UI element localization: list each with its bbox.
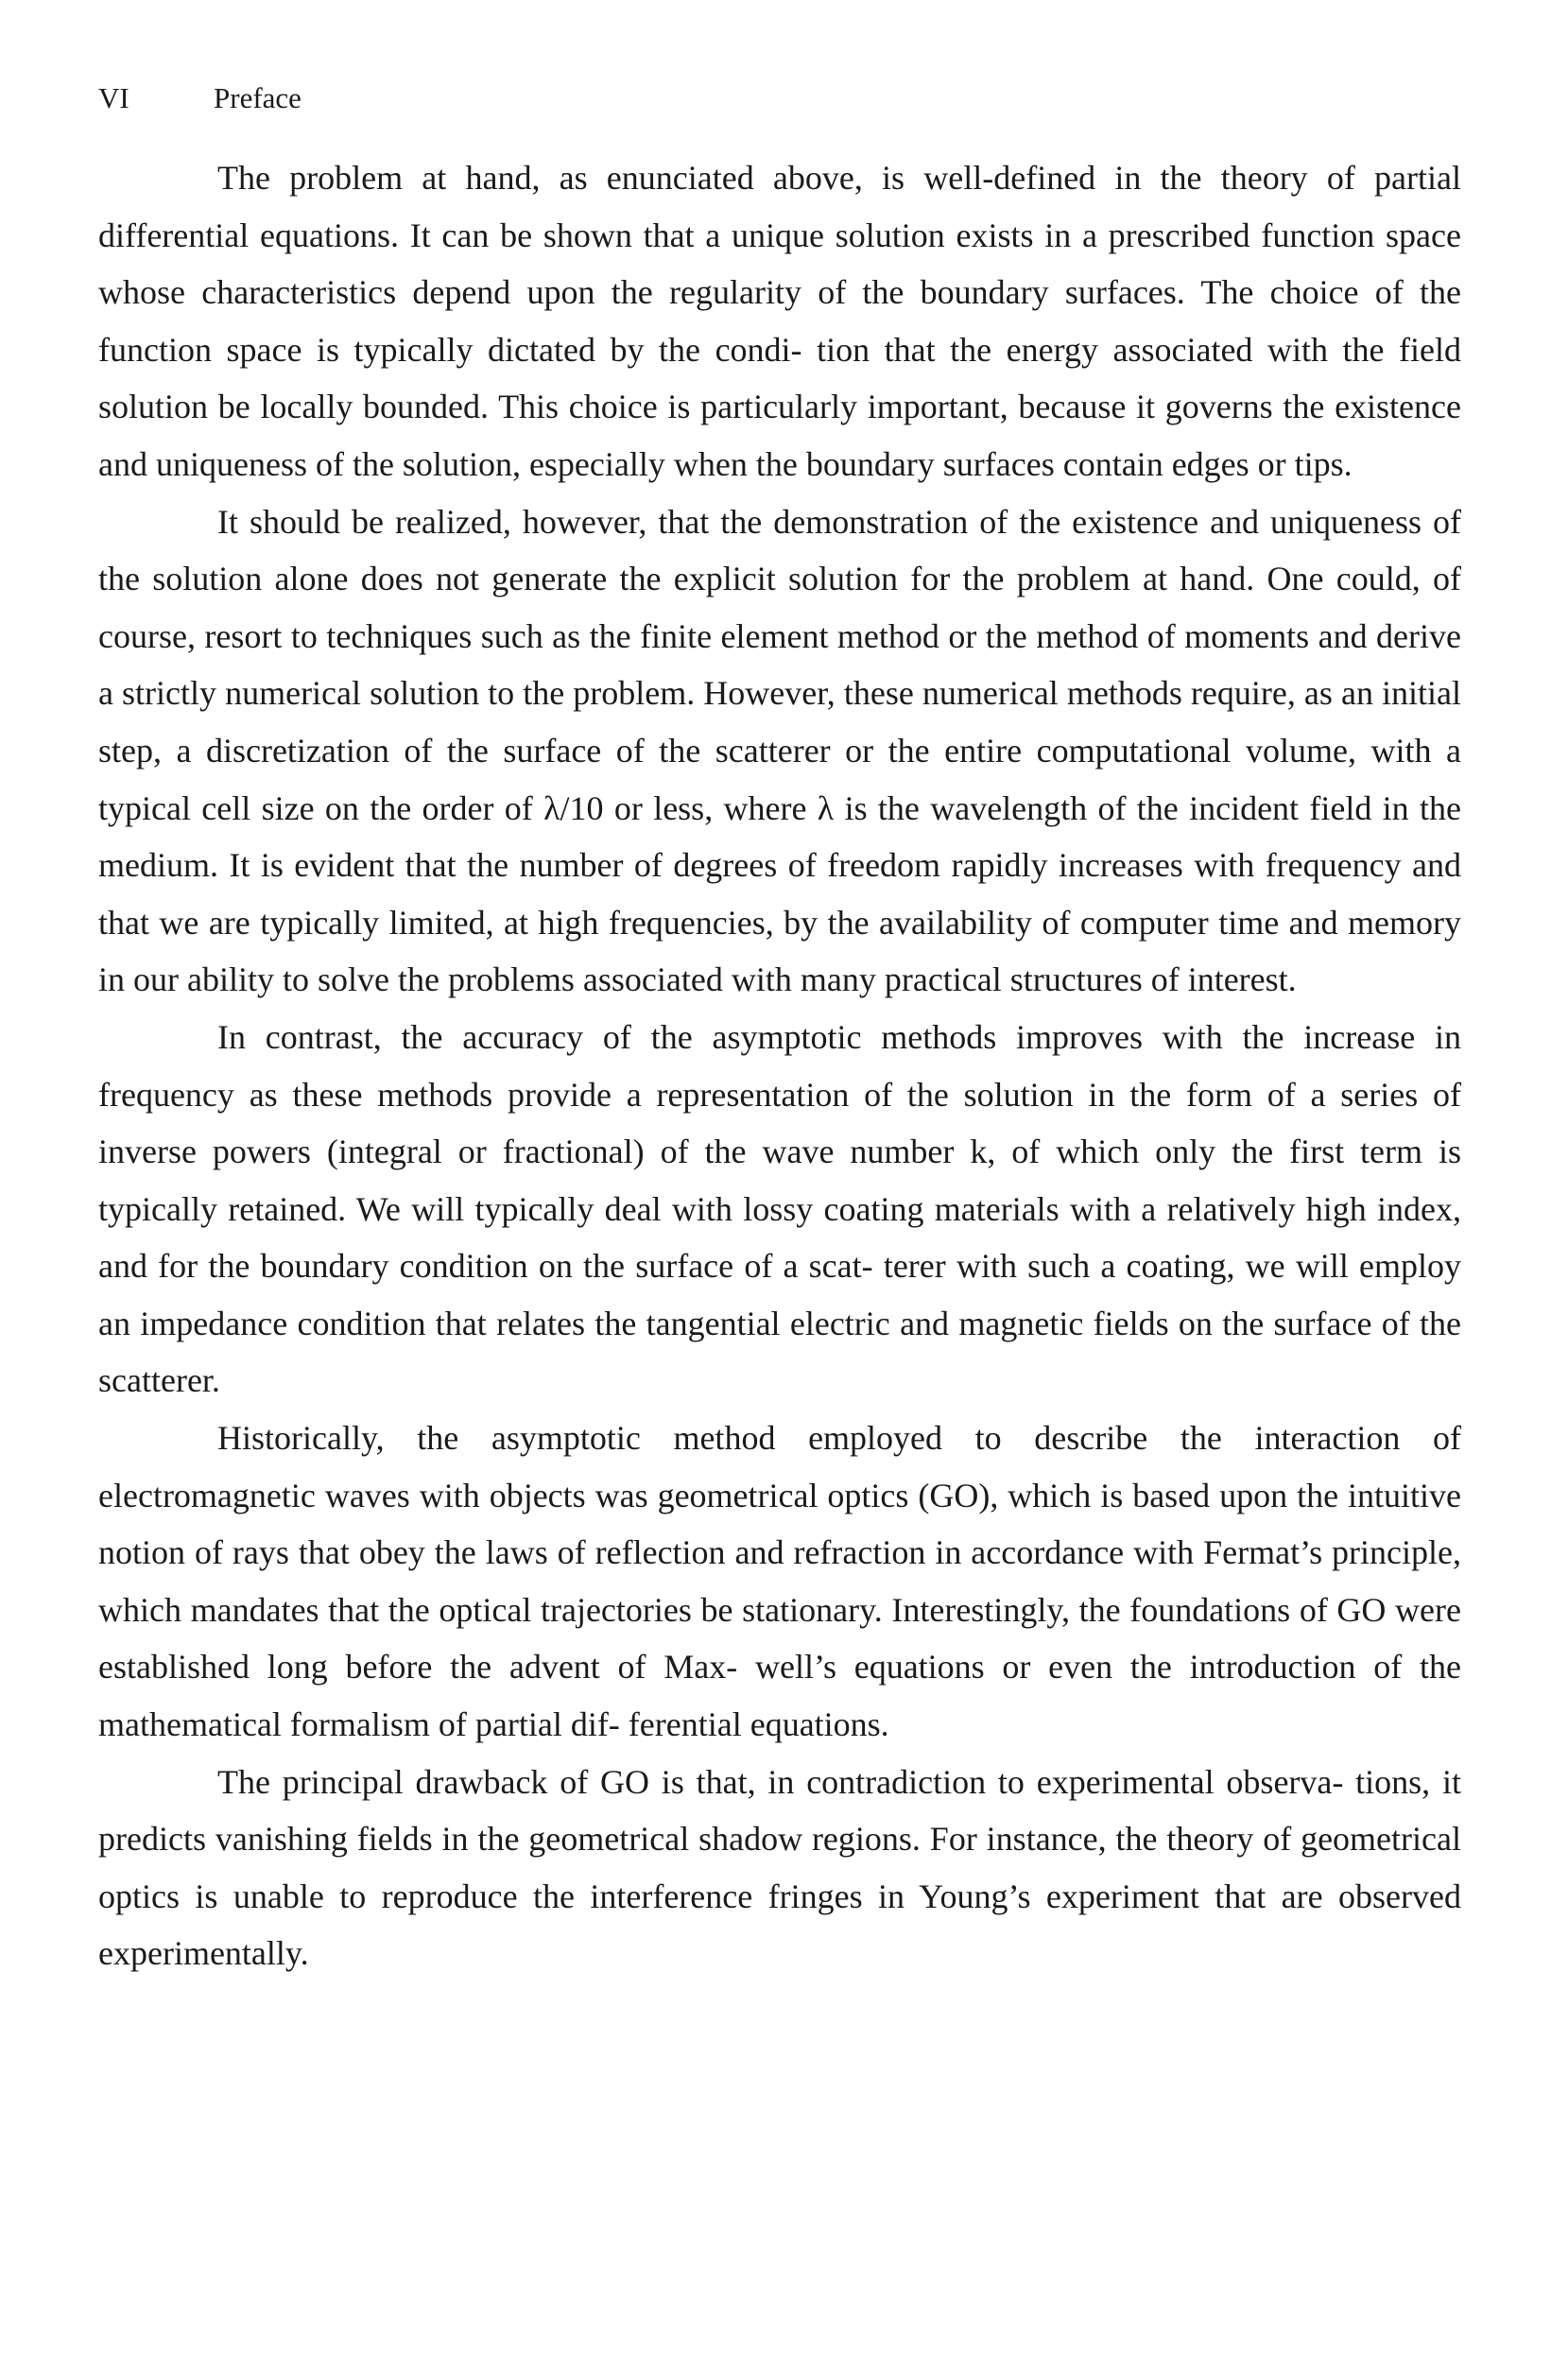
running-head [98,81,302,115]
paragraph-5: The principal drawback of GO is that, in contradiction to experimental observa- tions, it predicts vanishing fields in the geometrical shadow regions. For instance, the theory of geometrical optics is unable to reproduce the interference fringes in Young’s experiment that are observed experimentally. [98,1762,1461,1973]
body-text [98,149,1461,1982]
paragraph-4: Historically, the asymptotic method employed to describe the interaction of electromagnetic waves with objects was geometrical optics (GO), which is based upon the intuitive notion of rays that obey the laws of reflection and refraction in accordance with Fermat’s principle, which mandates that the optical trajectories be stationary. Interestingly, the foundations of GO were established long before the advent of Max- well’s equations or even the introduction of the mathematical formalism of partial dif- ferential equations. [98,1419,1461,1744]
page-number: VI [98,81,129,114]
section-title: Preface [214,81,302,114]
paragraph-2: It should be realized, however, that the demonstration of the existence and uniqueness of the solution alone does not generate the explicit solution for the problem at hand. One could, of course, resort to techniques such as the finite element method or the method of moments and derive a strictly numerical solution to the problem. However, these numerical methods require, as an initial step, a discretization of the surface of the scatterer or the entire computational volume, with a typical cell size on the order of λ/10 or less, where λ is the wavelength of the incident field in the medium. It is evident that the number of degrees of freedom rapidly increases with frequency and that we are typically limited, at high frequencies, by the availability of computer time and memory in our ability to solve the problems associated with many practical structures of interest. [98,502,1461,999]
paragraph-1: The problem at hand, as enunciated above, is well-defined in the theory of partial differential equations. It can be shown that a unique solution exists in a prescribed function space whose characteristics depend upon the regularity of the boundary surfaces. The choice of the function space is typically dictated by the condi- tion that the energy associated with the field solution be locally bounded. This choice is particularly important, because it governs the existence and uniqueness of the solution, especially when the boundary surfaces contain edges or tips. [98,159,1461,483]
paragraph-3: In contrast, the accuracy of the asymptotic methods improves with the increase in frequency as these methods provide a representation of the solution in the form of a series of inverse powers (integral or fractional) of the wave number k, of which only the first term is typically retained. We will typically deal with lossy coating materials with a relatively high index, and for the boundary condition on the surface of a scat- terer with such a coating, we will employ an impedance condition that relates the tangential electric and magnetic fields on the surface of the scatterer. [98,1017,1461,1400]
